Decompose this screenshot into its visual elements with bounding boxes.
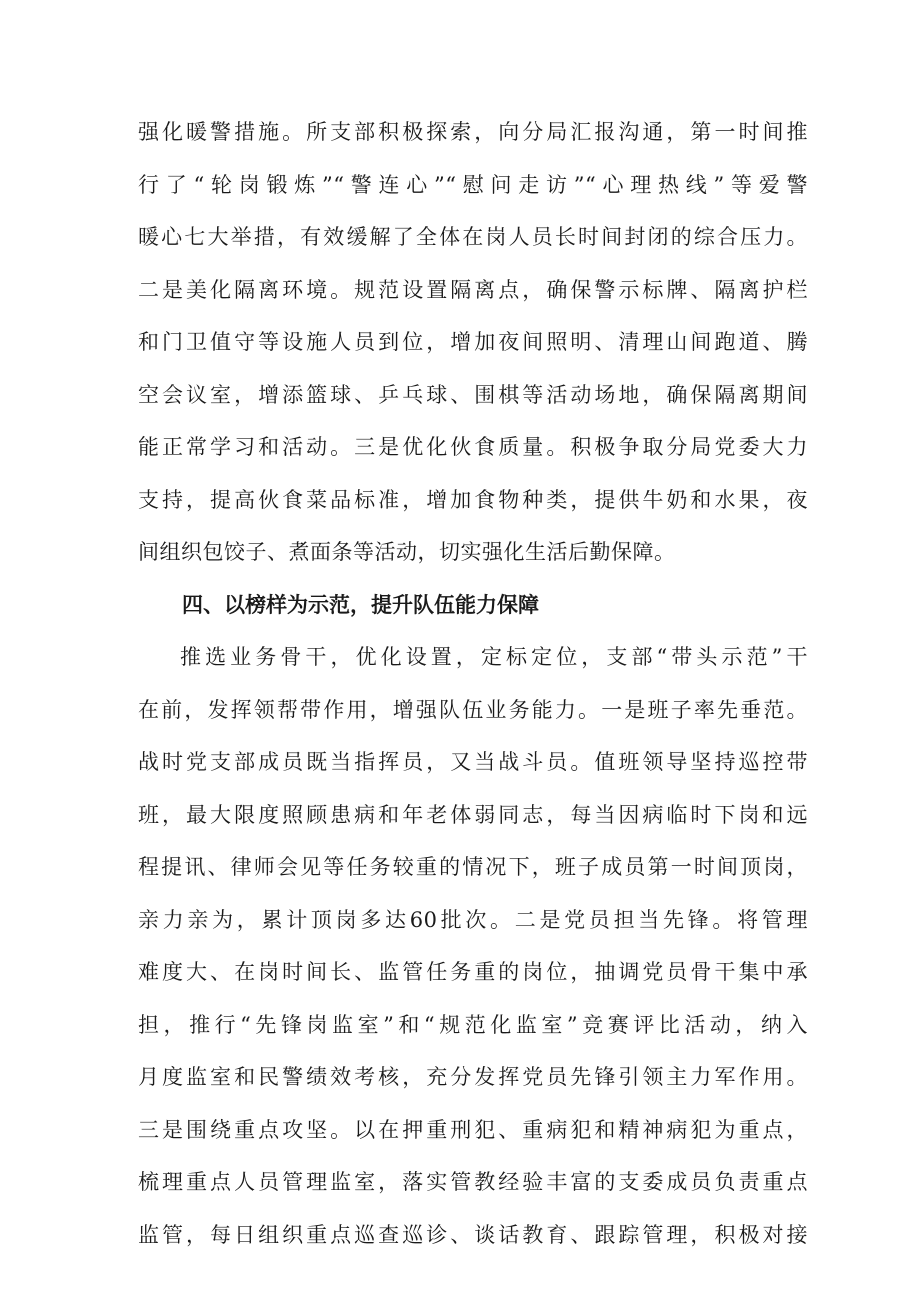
section-heading-4: 四、以榜样为示范，提升队伍能力保障 — [182, 592, 539, 617]
para2-line-2: 在前，发挥领帮带作用，增强队伍业务能力。一是班子率先垂范。 — [138, 697, 808, 722]
para2-line-10: 三是围绕重点攻坚。以在押重刑犯、重病犯和精神病犯为重点， — [138, 1117, 808, 1142]
document-body — [138, 106, 808, 1261]
para1-line-5: 和门卫值守等设施人员到位，增加夜间照明、清理山间跑道、腾 — [138, 330, 808, 354]
para2-line-11: 梳理重点人员管理监室，落实管教经验丰富的支委成员负责重点 — [138, 1170, 808, 1194]
para1-line-8: 支持，提高伙食菜品标准，增加食物种类，提供牛奶和水果，夜 — [138, 487, 808, 512]
para2-line-4: 班，最大限度照顾患病和年老体弱同志，每当因病临时下岗和远 — [138, 802, 808, 827]
para2-line-7: 难度大、在岗时间长、监管任务重的岗位，抽调党员骨干集中承 — [138, 960, 808, 984]
para2-line-3: 战时党支部成员既当指挥员，又当战斗员。值班领导坚持巡控带 — [138, 750, 808, 774]
para2-line-9: 月度监室和民警绩效考核，充分发挥党员先锋引领主力军作用。 — [138, 1065, 808, 1089]
para1-line-9: 间组织包饺子、煮面条等活动，切实强化生活后勤保障。 — [138, 540, 676, 564]
para2-line-1: 推选业务骨干，优化设置，定标定位，支部“带头示范”干 — [180, 645, 808, 669]
para2-line-8: 担，推行“先锋岗监室”和“规范化监室”竞赛评比活动，纳入 — [138, 1012, 808, 1037]
para2-line-12: 监管，每日组织重点巡查巡诊、谈话教育、跟踪管理，积极对接 — [138, 1222, 808, 1247]
para1-line-4: 二是美化隔离环境。规范设置隔离点，确保警示标牌、隔离护栏 — [138, 277, 808, 302]
para1-line-7: 能正常学习和活动。三是优化伙食质量。积极争取分局党委大力 — [138, 435, 808, 459]
para1-line-2: 行了“轮岗锻炼”“警连心”“慰问走访”“心理热线”等爱警 — [138, 172, 808, 197]
para2-line-5: 程提讯、律师会见等任务较重的情况下，班子成员第一时间顶岗， — [138, 855, 808, 879]
para1-line-6: 空会议室，增添篮球、乒乓球、围棋等活动场地，确保隔离期间 — [138, 382, 808, 407]
para1-line-3: 暖心七大举措，有效缓解了全体在岗人员长时间封闭的综合压力。 — [138, 225, 808, 249]
para2-line-6: 亲力亲为，累计顶岗多达60批次。二是党员担当先锋。将管理 — [138, 907, 808, 932]
para1-line-1: 强化暖警措施。所支部积极探索，向分局汇报沟通，第一时间推 — [138, 120, 808, 144]
